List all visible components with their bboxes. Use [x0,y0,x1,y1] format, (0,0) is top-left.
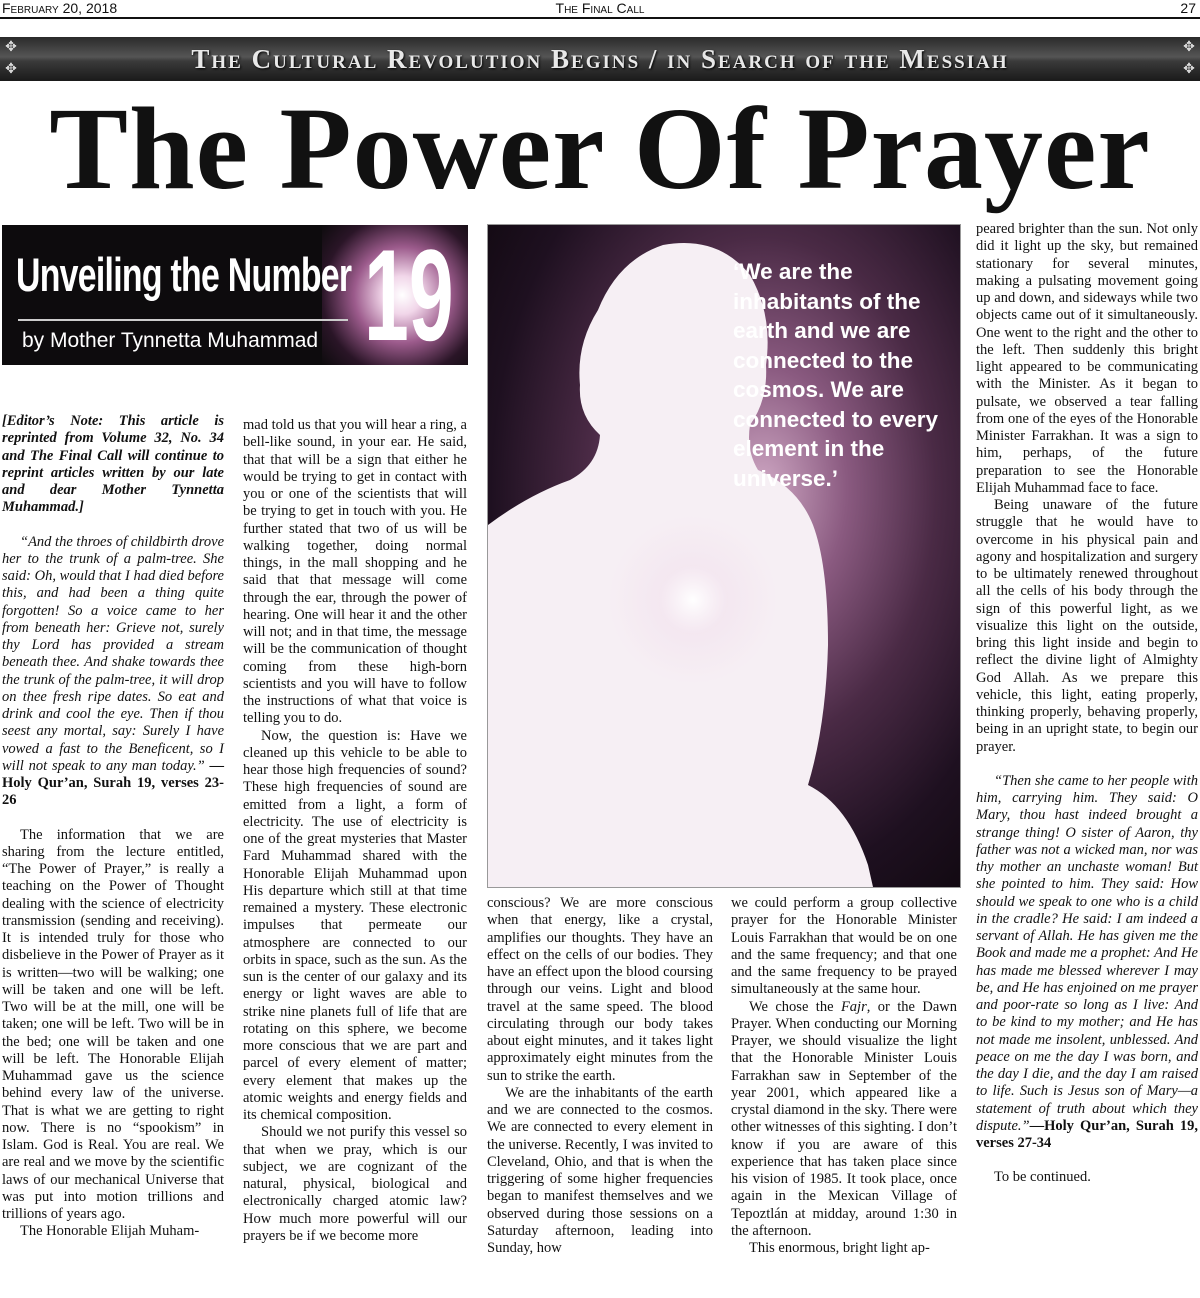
paragraph: conscious? We are more conscious when that energy, like a crystal, amplifies our thoughts. They have an effect on the cells of our bodies. They have an effect upon the blood coursing through our veins. Light and blood travel at the same speed. The blood circulating through our body takes about eight minutes, and it takes light approximately eight minutes from the sun to strike the earth. [487,895,713,1084]
logo-number: 19 [364,225,454,365]
paragraph: The Honorable Elijah Muham- [20,1223,200,1240]
paragraph: We are the inhabitants of the earth and we are connected to the cosmos. We are connected to every element in the universe. Recently, I was invited to Cleveland, Ohio, and that is when the triggering of some higher frequencies began to manifest themselves and we observed during those sessions on a Saturday afternoon, leading into Sunday, how [487,1084,713,1256]
page-header [0,0,1200,19]
paragraph: This enormous, bright light ap- [749,1240,930,1256]
page-number: 27 [1180,0,1196,16]
paragraph [731,999,957,1241]
quote-text: “And the throes of childbirth drove her to the trunk of a palm-tree. She said: Oh, would that I had died before this, and had been a thing quite forgotten! So a voice came to her from beneath her: Grieve not, surely thy Lord has provided a stream beneath thee. And shake towards thee the trunk of the palm-tree, it will drop on thee fresh ripe dates. So eat and drink and cool the eye. Then if thou seest any mortal, say: Surely I have vowed a fast to the Beneficent, so I will not speak to any man today.” [2,533,224,774]
quote-source: —Holy Qur’an, Surah 19, verses 23-26 [2,757,224,809]
section-banner-text: The Cultural Revolution Begins / in Search of the Messiah [191,44,1009,74]
editors-note: [Editor’s Note: This article is reprinted from Volume 32, No. 34 and The Final Call will continue to reprint articles written by our late and dear Mother Tynnetta Muhammad.] [2,413,224,516]
paragraph: Being unaware of the future struggle that he would have to overcome in his physical pain and agony and hospitalization and surgery to be ultimately renewed throughout all the cells of his body through the sign of this powerful light, as we visualize this light on the outside, bring this light inside and begin to reflect the divine light of Almighty God Allah. As we prepare this vehicle, this light, eating properly, thinking properly, behaving properly, being in an upright state, to begin our prayer. [976,497,1198,755]
paragraph: peared brighter than the sun. Not only did it light up the sky, but remained stationary for several minutes, making a pulsating movement going up and down, and sideways while two objects came out of it simultaneously. One went to the right and the other to the left. Then suddenly this bright light appeared to be communicating with the Minister. As it began to pulsate, we observed a tear falling from one of the eyes of the Honorable Minister Farrakhan. It was a sign to him, perhaps, of the future preparation to see the Honorable Elijah Muhammad face to face. [976,221,1198,496]
article-column-2 [243,417,467,1245]
opening-quote [2,534,224,810]
section-banner [0,37,1200,81]
author-byline: by Mother Tynnetta Muhammad [22,329,319,352]
column-logo [2,225,468,365]
pull-quote-photo [487,224,961,888]
article-column-3 [487,895,713,1257]
logo-title: Unveiling the Number [16,248,352,301]
paragraph: we could perform a group collective prayer for the Honorable Minister Louis Farrakhan that would be on one and the same frequency; and that one and the same frequency to be prayed simultaneously at the same hour. [731,895,957,998]
fajr-term: Fajr [840,998,867,1015]
article-column-1 [2,413,224,1241]
paragraph: The information that we are sharing from the lecture entitled, “The Power of Prayer,” is really a teaching on the Power of Thought dealing with the science of electricity transmission (sending and receiving). It is intended truly for those who disbelieve in the Power of Prayer as it is written—two will be walking; one will be taken and one will be left. Two will be at the mill, one will be taken; one will be left. Two will be in the bed; one will be taken and one will be left. The Honorable Elijah Muhammad gave us the science behind every law of the universe. That is what we are getting to right now. There is no “spookism” in Islam. God is Real. You are real. We are real and we move by the scientific laws of our mechanical Universe that was put into motion trillions and trillions of years ago. [2,826,224,1222]
newspaper-name: The Final Call [555,0,645,16]
quote-text: “Then she came to her people with him, carrying him. They said: O Mary, thou hast indeed brought a strange thing! O sister of Aaron, thy father was not a wicked man, nor was thy mother an unchaste woman! But she pointed to him. They said: How should we speak to one who is a child in the cradle? He said: I am indeed a servant of Allah. He has given me the Book and made me a prophet: And He has made me blessed wherever I may be, and He has enjoined on me prayer and poor-rate so long as I live: And to be kind to my mother; and He has not made me insolent, unblessed. And peace on me the day I was born, and the day I die, and the day I am raised to life. Such is Jesus son of Mary—a statement of truth about which they dispute.” [976,772,1198,1134]
to-be-continued: To be continued. [994,1169,1091,1186]
quote-source: —Holy Qur’an, Surah 19, verses 27-34 [976,1117,1198,1151]
article-column-4 [731,895,957,1257]
issue-date: February 20, 2018 [2,0,118,16]
paragraph-text: , or the Dawn Prayer. When conducting our Morning Prayer, we should visualize the light that the Honorable Minister Louis Farrakhan saw in September of the year 2001, which appeared like a crystal diamond in the sky. There were other witnesses of this sighting. I don’t know if you are aware of this experience that has taken place since his vision of 1985. It took place, once again in the Mexican Village of Tepoztlán at midday, around 1:30 in the afternoon. [731,998,957,1239]
closing-quote [976,773,1198,1153]
pull-quote: ‘We are the inhabitants of the earth and we are connected to the cosmos. We are connected to every element in the universe.’ [733,259,939,491]
logo-divider [18,319,348,321]
article-headline: The Power Of Prayer [49,83,1151,214]
paragraph: Should we not purify this vessel so that when we pray, which is our subject, we are cognizant of the natural, physical, biological and electronically charged atomic law? How much more powerful will our prayers be if we become more [243,1124,467,1244]
ornament-icon: ✥ ✥ [5,40,17,77]
paragraph: mad told us that you will hear a ring, a bell-like sound, in your ear. He said, that that will be a sign that either he would be trying to get in contact with you or one of the scientists that will be trying to get in touch with you. He further stated that two of us will be walking together, doing normal things, in the mall shopping and he said that that message will come through the ear, through the power of hearing. One will hear it and the other will not; and in that time, the message will be the communication of thought coming from these high-born scientists and you will have to follow the instructions of what that voice is telling you to do. [243,417,467,727]
paragraph: Now, the question is: Have we cleaned up this vehicle to be able to hear those high frequencies of sound? These high frequencies of sound are emitted from a light, a form of electricity. The use of electricity is one of the great mysteries that Master Fard Muhammad shared with the Honorable Elijah Muhammad upon His departure which still at that time remained a mystery. These electronic impulses that permeate our atmosphere are connected to our orbits in space, such as the sun. As the sun is the center of our galaxy and its energy or light waves are able to strike nine planets full of life that are rotating on this sphere, we become more conscious that we are part and parcel of every element of matter; every element that makes up the atomic weights and energy fields and its chemical composition. [243,727,467,1123]
ornament-icon: ✥ ✥ [1183,40,1195,77]
article-column-5 [976,221,1198,1187]
paragraph-text: We chose the [749,998,841,1015]
